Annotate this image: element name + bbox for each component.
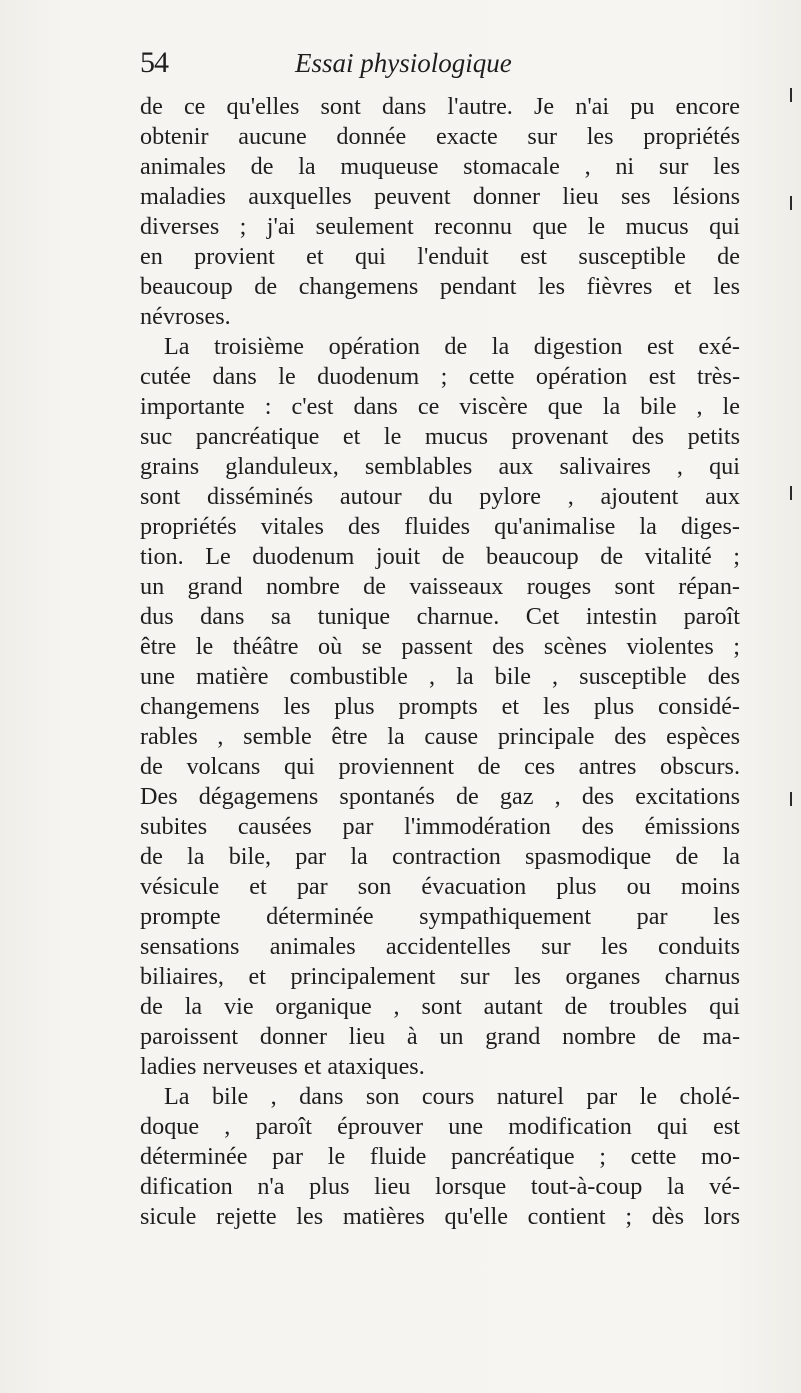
text-line: cutée dans le duodenum ; cette opération est très- [140, 363, 740, 390]
text-line: dus dans sa tunique charnue. Cet intestin paroît [140, 603, 740, 630]
text-line: déterminée par le fluide pancréatique ; cette mo- [140, 1143, 740, 1170]
text-line: maladies auxquelles peuvent donner lieu ses lésions [140, 183, 740, 210]
margin-mark [790, 792, 792, 806]
text-line: La bile , dans son cours naturel par le cholé- [164, 1083, 740, 1110]
text-line: grains glanduleux, semblables aux salivaires , qui [140, 453, 740, 480]
text-line: de ce qu'elles sont dans l'autre. Je n'ai pu encore [140, 93, 740, 120]
text-line: de la bile, par la contraction spasmodique de la [140, 843, 740, 870]
text-line: sensations animales accidentelles sur les conduits [140, 933, 740, 960]
text-line: de volcans qui proviennent de ces antres obscurs. [140, 753, 740, 780]
page-header [140, 46, 700, 86]
running-title: Essai physiologique [295, 48, 512, 78]
text-line: diverses ; j'ai seulement reconnu que le mucus qui [140, 213, 740, 240]
body-text [140, 92, 740, 1232]
text-line: doque , paroît éprouver une modification qui est [140, 1113, 740, 1140]
text-line: Des dégagemens spontanés de gaz , des excitations [140, 783, 740, 810]
text-line: propriétés vitales des fluides qu'animalise la diges- [140, 513, 740, 540]
text-line: importante : c'est dans ce viscère que la bile , le [140, 393, 740, 420]
text-line: de la vie organique , sont autant de troubles qui [140, 993, 740, 1020]
text-line: une matière combustible , la bile , susceptible des [140, 663, 740, 690]
text-line: suc pancréatique et le mucus provenant des petits [140, 423, 740, 450]
text-line: paroissent donner lieu à un grand nombre de ma- [140, 1023, 740, 1050]
text-line: prompte déterminée sympathiquement par les [140, 903, 740, 930]
margin-mark [790, 196, 792, 210]
text-line: ladies nerveuses et ataxiques. [140, 1053, 425, 1080]
text-line: biliaires, et principalement sur les organes charnus [140, 963, 740, 990]
margin-mark [790, 486, 792, 500]
text-line: tion. Le duodenum jouit de beaucoup de vitalité ; [140, 543, 740, 570]
text-line: un grand nombre de vaisseaux rouges sont répan- [140, 573, 740, 600]
text-line: sont disséminés autour du pylore , ajoutent aux [140, 483, 740, 510]
text-line: sicule rejette les matières qu'elle contient ; dès lors [140, 1203, 740, 1230]
text-line: subites causées par l'immodération des émissions [140, 813, 740, 840]
text-line: être le théâtre où se passent des scènes violentes ; [140, 633, 740, 660]
text-line: obtenir aucune donnée exacte sur les propriétés [140, 123, 740, 150]
text-line: changemens les plus prompts et les plus considé- [140, 693, 740, 720]
text-line: névroses. [140, 303, 231, 330]
text-line: rables , semble être la cause principale des espèces [140, 723, 740, 750]
text-line: vésicule et par son évacuation plus ou moins [140, 873, 740, 900]
text-line: en provient et qui l'enduit est susceptible de [140, 243, 740, 270]
text-line: La troisième opération de la digestion est exé- [164, 333, 740, 360]
margin-mark [790, 88, 792, 102]
text-line: animales de la muqueuse stomacale , ni sur les [140, 153, 740, 180]
page-number: 54 [140, 46, 168, 79]
text-line: dification n'a plus lieu lorsque tout-à-coup la vé- [140, 1173, 740, 1200]
text-line: beaucoup de changemens pendant les fièvres et les [140, 273, 740, 300]
